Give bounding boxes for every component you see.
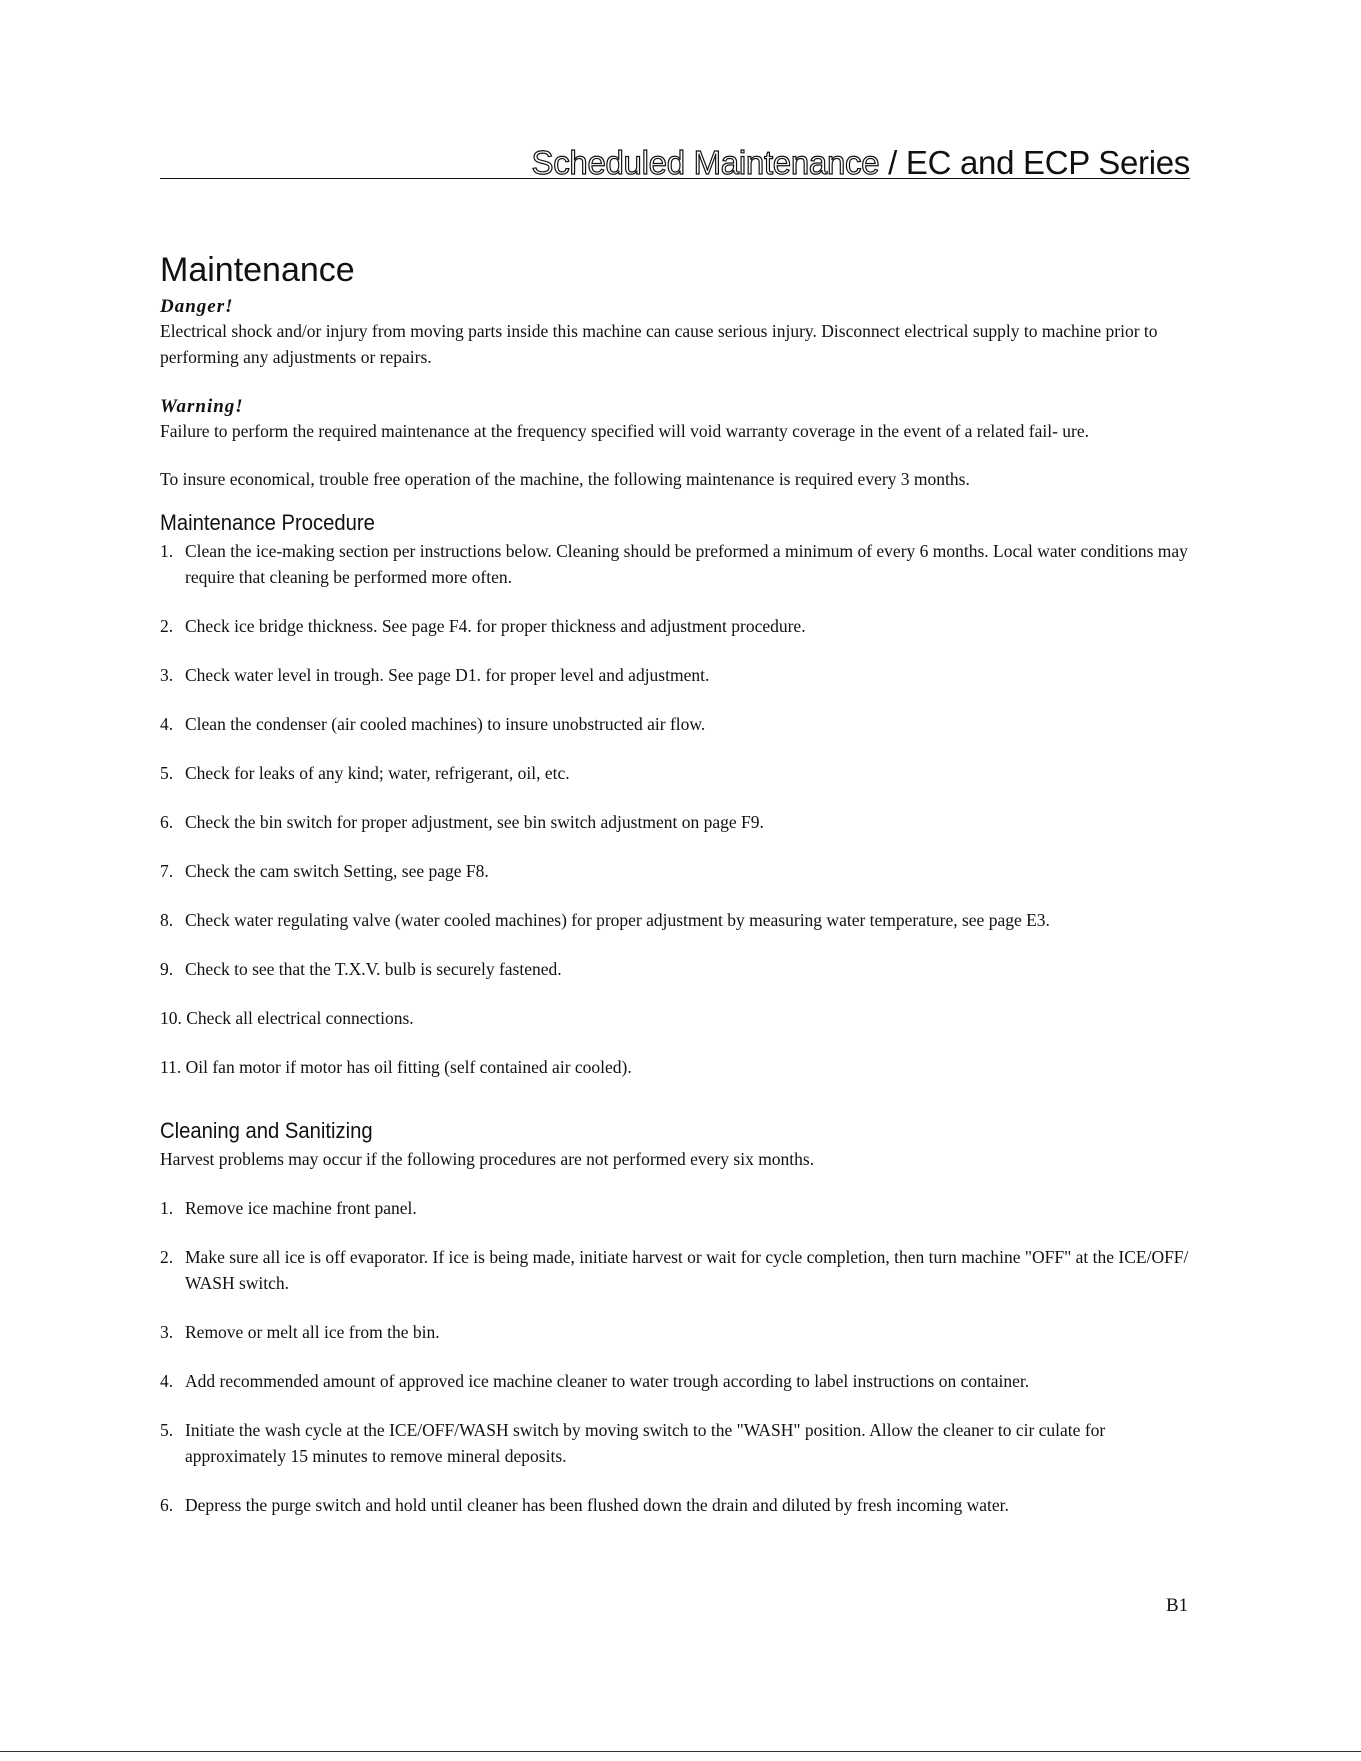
list-item: 9. Check to see that the T.X.V. bulb is securely fastened.	[160, 959, 562, 979]
list-item: 1. Clean the ice-making section per instructions below. Cleaning should be preformed a minimum of every 6 months. Local water conditions may require that cleaning be performed more often.	[160, 541, 1188, 587]
page-number: B1	[1166, 1595, 1189, 1616]
list-item: 2. Make sure all ice is off evaporator. If ice is being made, initiate harvest or wait for cycle completion, then turn machine "OFF" at the ICE/OFF/ WASH switch.	[160, 1247, 1189, 1293]
warning-text: Failure to perform the required maintenance at the frequency specified will void warranty coverage in the event of a related fail- ure.	[160, 421, 1090, 441]
maintenance-heading: Maintenance	[160, 251, 355, 289]
list-item: 11. Oil fan motor if motor has oil fitting (self contained air cooled).	[160, 1057, 632, 1077]
cleaning-intro: Harvest problems may occur if the following procedures are not performed every six months.	[160, 1149, 815, 1169]
header-title-outline: Scheduled Maintenance	[531, 144, 880, 181]
bottom-rule	[0, 1751, 1361, 1752]
list-item: 4. Clean the condenser (air cooled machines) to insure unobstructed air flow.	[160, 714, 706, 734]
list-item: 8. Check water regulating valve (water cooled machines) for proper adjustment by measuring water temperature, see page E3.	[160, 910, 1050, 930]
page-header	[160, 140, 1190, 179]
cleaning-heading: Cleaning and Sanitizing	[160, 1118, 373, 1143]
cleaning-list	[160, 1195, 1190, 1518]
danger-text: Electrical shock and/or injury from moving parts inside this machine can cause serious injury. Disconnect electrical supply to machine prior to performing any adjustments or repairs.	[160, 321, 1158, 367]
list-item: 10. Check all electrical connections.	[160, 1008, 414, 1028]
list-item: 5. Initiate the wash cycle at the ICE/OFF/WASH switch by moving switch to the "WASH" position. Allow the cleaner to cir culate for approximately 15 minutes to remove mineral deposits.	[160, 1420, 1106, 1466]
list-item: 3. Remove or melt all ice from the bin.	[160, 1322, 440, 1342]
list-item: 2. Check ice bridge thickness. See page F4. for proper thickness and adjustment procedure.	[160, 616, 806, 636]
header-title-rest: / EC and ECP Series	[879, 144, 1190, 181]
list-item: 1. Remove ice machine front panel.	[160, 1198, 417, 1218]
procedure-heading: Maintenance Procedure	[160, 510, 375, 535]
list-item: 5. Check for leaks of any kind; water, refrigerant, oil, etc.	[160, 763, 570, 783]
danger-label: Danger!	[160, 296, 234, 317]
warning-label: Warning!	[160, 396, 244, 417]
list-item: 6. Check the bin switch for proper adjustment, see bin switch adjustment on page F9.	[160, 812, 764, 832]
page-content	[160, 248, 1190, 1541]
procedure-list	[160, 538, 1190, 1080]
list-item: 6. Depress the purge switch and hold until cleaner has been flushed down the drain and diluted by fresh incoming water.	[160, 1495, 1009, 1515]
list-item: 4. Add recommended amount of approved ice machine cleaner to water trough according to label instructions on container.	[160, 1371, 1030, 1391]
list-item: 7. Check the cam switch Setting, see page F8.	[160, 861, 489, 881]
header-title	[531, 144, 1190, 182]
maintenance-intro: To insure economical, trouble free operation of the machine, the following maintenance is required every 3 months.	[160, 469, 970, 489]
list-item: 3. Check water level in trough. See page D1. for proper level and adjustment.	[160, 665, 710, 685]
